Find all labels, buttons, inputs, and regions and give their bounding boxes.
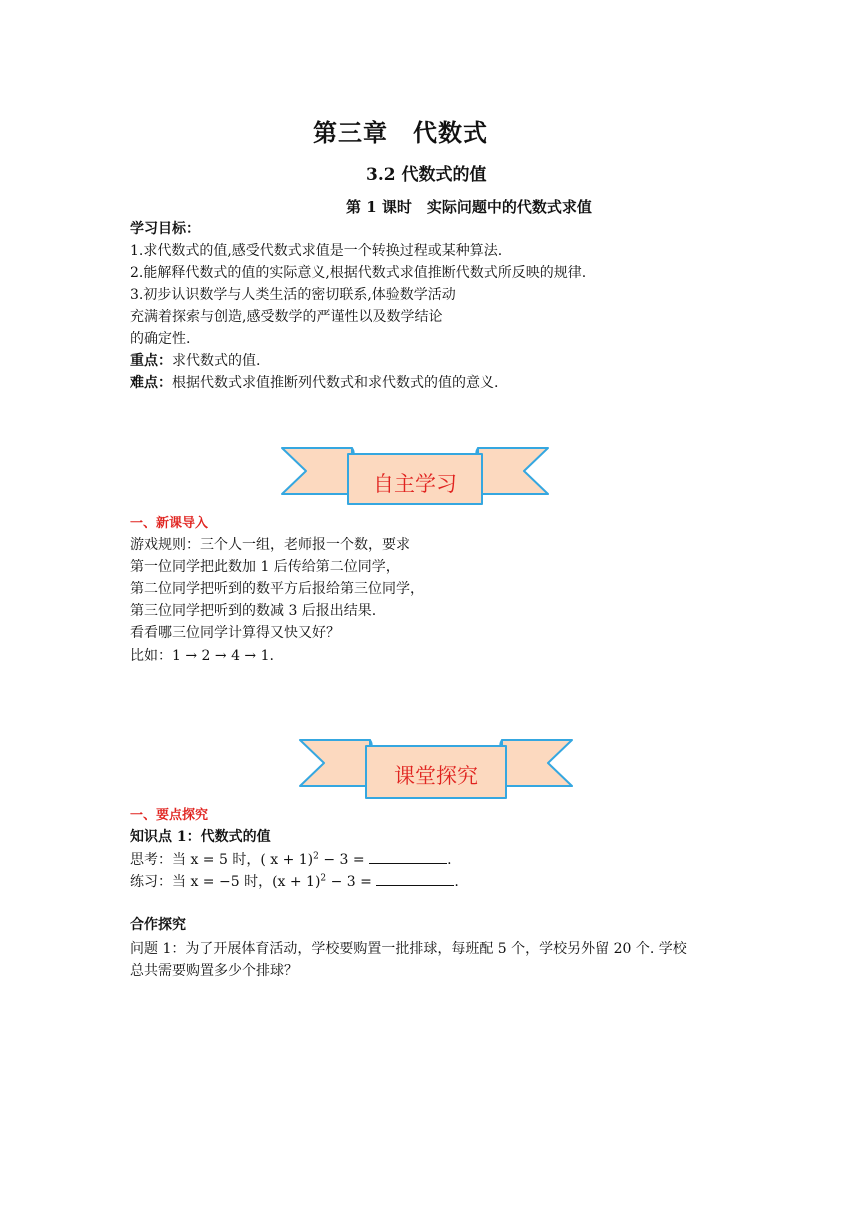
intro-line: 第一位同学把此数加 1 后传给第二位同学， bbox=[130, 559, 400, 575]
practice-period: . bbox=[454, 874, 459, 890]
think-exponent: 2 bbox=[313, 851, 319, 862]
practice-question bbox=[130, 870, 459, 893]
key-point bbox=[130, 350, 260, 372]
banner-self-study bbox=[280, 444, 550, 506]
chapter-title: 第三章 代数式 bbox=[313, 118, 488, 147]
key-point-label: 重点： bbox=[130, 353, 172, 369]
problem-line: 问题 1：为了开展体育活动，学校要购置一批排球，每班配 5 个，学校另外留 20 个. 学校 bbox=[130, 941, 687, 957]
think-period: . bbox=[447, 852, 452, 868]
lesson-title: 第 1 课时 实际问题中的代数式求值 bbox=[346, 198, 592, 216]
section-title: 3.2 代数式的值 bbox=[366, 165, 487, 185]
intro-line: 第三位同学把听到的数减 3 后报出结果. bbox=[130, 603, 377, 619]
intro-line: 看看哪三位同学计算得又快又好？ bbox=[130, 625, 340, 641]
intro-heading: 一、新课导入 bbox=[130, 516, 209, 531]
banner-self-study-label: 自主学习 bbox=[373, 472, 457, 496]
difficulty-point bbox=[130, 372, 498, 394]
practice-prefix: 练习：当 x = −5 时，(x + 1) bbox=[130, 874, 321, 890]
cooperate-heading: 合作探究 bbox=[130, 917, 186, 933]
intro-line: 比如：1 → 2 → 4 → 1. bbox=[130, 648, 274, 664]
banner-class-explore bbox=[298, 738, 574, 800]
objectives-heading: 学习目标： bbox=[130, 221, 200, 237]
objective-item: 3.初步认识数学与人类生活的密切联系,体验数学活动 bbox=[130, 287, 456, 303]
think-prefix: 思考：当 x = 5 时，( x + 1) bbox=[130, 852, 314, 868]
key-point-text: 求代数式的值. bbox=[172, 353, 261, 369]
objective-item: 1.求代数式的值,感受代数式求值是一个转换过程或某种算法. bbox=[130, 243, 503, 259]
difficulty-text: 根据代数式求值推断列代数式和求代数式的值的意义. bbox=[172, 375, 499, 391]
objective-item: 充满着探索与创造,感受数学的严谨性以及数学结论 bbox=[130, 309, 443, 325]
knowledge-point-title: 知识点 1：代数式的值 bbox=[130, 829, 271, 845]
problem-line: 总共需要购置多少个排球？ bbox=[130, 963, 298, 979]
explore-heading: 一、要点探究 bbox=[130, 808, 209, 823]
practice-answer-blank[interactable] bbox=[376, 870, 454, 886]
think-suffix: − 3 = bbox=[318, 852, 370, 868]
intro-line: 游戏规则：三个人一组，老师报一个数，要求 bbox=[130, 537, 410, 553]
think-answer-blank[interactable] bbox=[369, 848, 447, 864]
practice-suffix: − 3 = bbox=[326, 874, 377, 890]
objective-item: 2.能解释代数式的值的实际意义,根据代数式求值推断代数式所反映的规律. bbox=[130, 265, 587, 281]
banner-class-explore-label: 课堂探究 bbox=[394, 764, 478, 788]
think-question bbox=[130, 848, 452, 871]
difficulty-label: 难点： bbox=[130, 375, 172, 391]
intro-line: 第二位同学把听到的数平方后报给第三位同学， bbox=[130, 581, 424, 597]
objective-item: 的确定性. bbox=[130, 331, 191, 347]
practice-exponent: 2 bbox=[320, 873, 327, 884]
